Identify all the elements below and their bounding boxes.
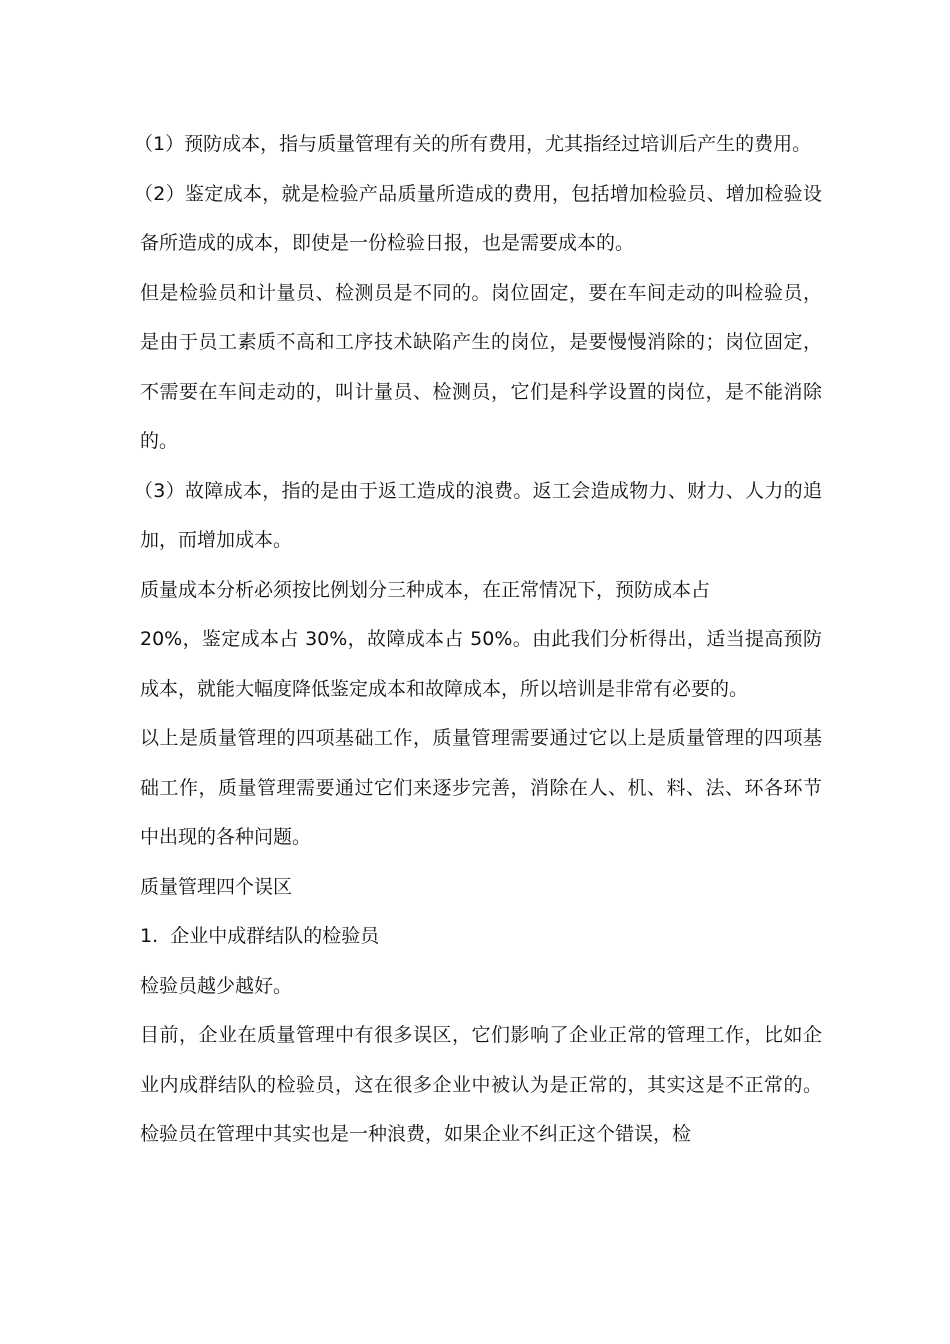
paragraph-cost-ratio-intro: 质量成本分析必须按比例划分三种成本，在正常情况下，预防成本占 <box>140 578 711 601</box>
paragraph-inspector-difference: 但是检验员和计量员、检测员是不同的。岗位固定，要在车间走动的叫检验员，是由于员工素质不高和工序技术缺陷产生的岗位，是要慢慢消除的；岗位固定，不需要在车间走动的，叫计量员、检测员，它们是科学设置的岗位，是不能消除的。 <box>140 281 822 452</box>
paragraph-prevention-cost: （1）预防成本，指与质量管理有关的所有费用，尤其指经过培训后产生的费用。 <box>134 133 812 155</box>
section-heading-four-misconceptions: 质量管理四个误区 <box>140 875 293 898</box>
list-item-heading-1: 1. 企业中成群结队的检验员 <box>140 925 380 947</box>
paragraph-misconceptions-detail: 目前，企业在质量管理中有很多误区，它们影响了企业正常的管理工作，比如企业内成群结队的检验员，这在很多企业中被认为是正常的，其实这是不正常的。检验员在管理中其实也是一种浪费，如果企业不纠正这个错误，检 <box>140 1024 822 1145</box>
paragraph-appraisal-cost: （2）鉴定成本，就是检验产品质量所造成的费用，包括增加检验员、增加检验设备所造成的成本，即使是一份检验日报，也是需要成本的。 <box>134 182 822 254</box>
paragraph-fewer-inspectors: 检验员越少越好。 <box>140 974 293 997</box>
paragraph-cost-ratio: 20%，鉴定成本占 30%，故障成本占 50%。由此我们分析得出，适当提高预防成本，就能大幅度降低鉴定成本和故障成本，所以培训是非常有必要的。 <box>140 628 822 700</box>
paragraph-failure-cost: （3）故障成本，指的是由于返工造成的浪费。返工会造成物力、财力、人力的追加，而增加成本。 <box>134 479 822 551</box>
document-body <box>134 120 822 1160</box>
paragraph-summary: 以上是质量管理的四项基础工作，质量管理需要通过它以上是质量管理的四项基础工作，质量管理需要通过它们来逐步完善，消除在人、机、料、法、环各环节中出现的各种问题。 <box>140 727 822 848</box>
